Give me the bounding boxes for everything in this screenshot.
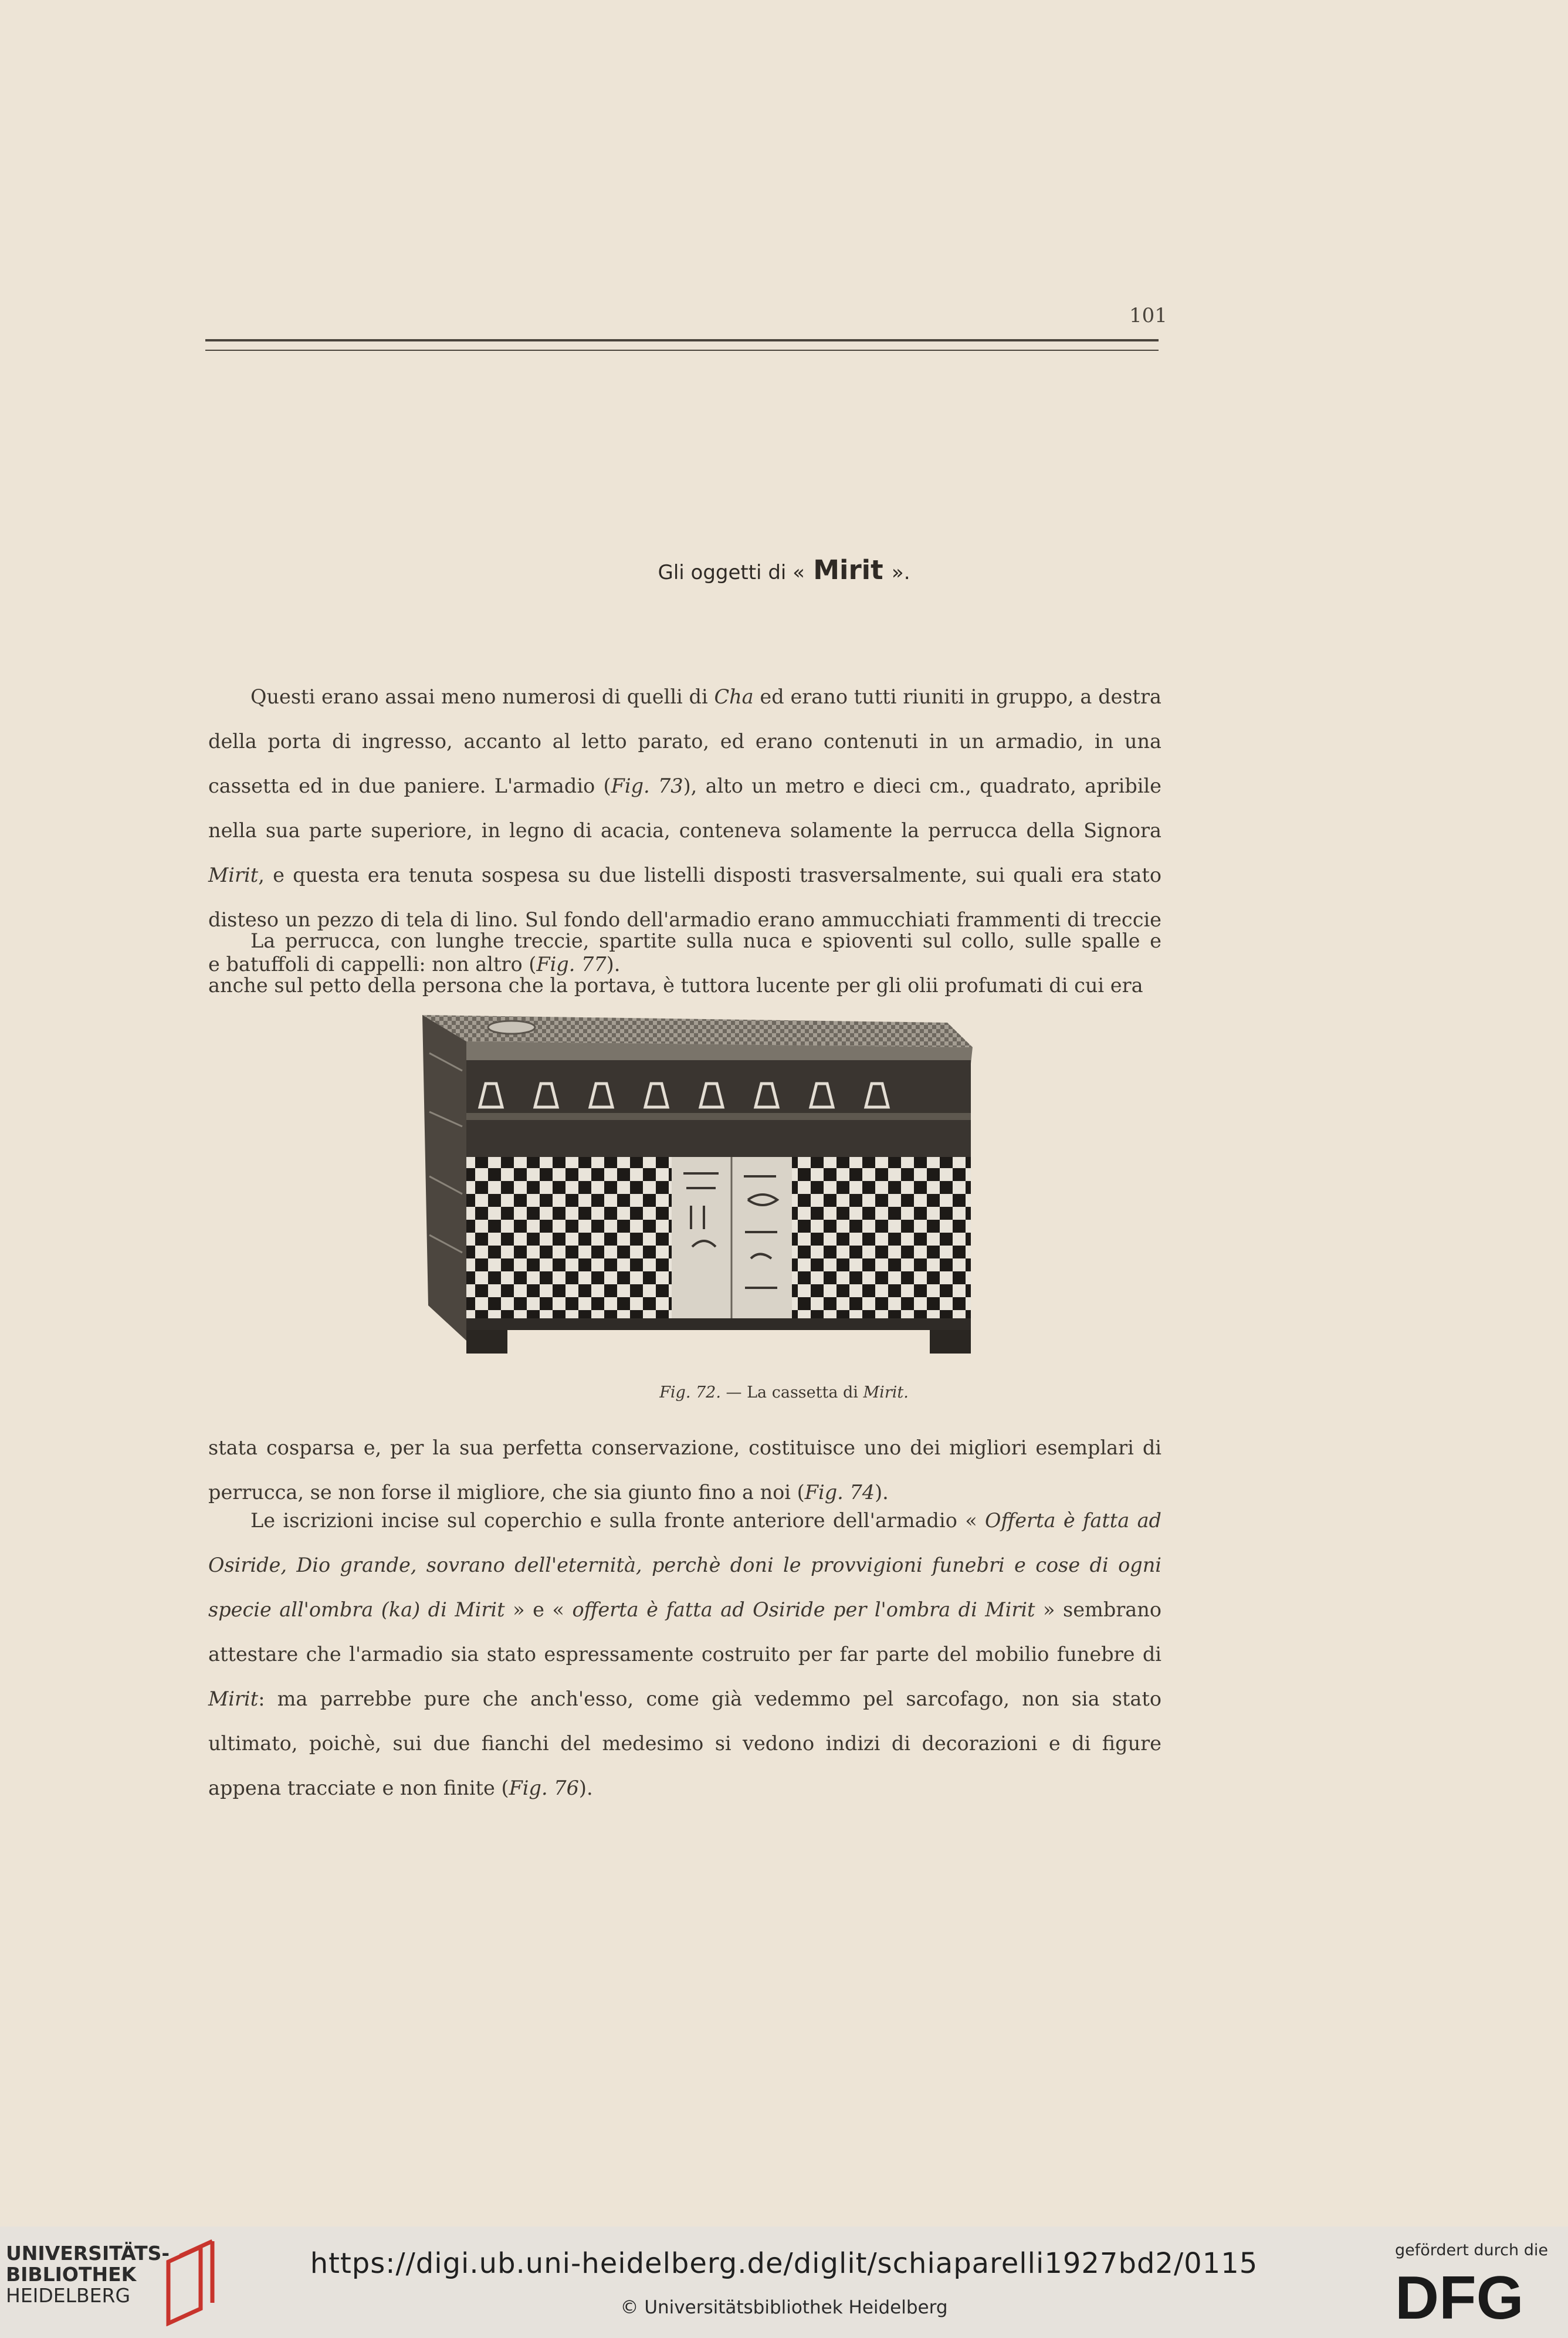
dfg-logo[interactable] bbox=[1395, 2271, 1547, 2323]
paragraph-1: Questi erano assai meno numerosi di quelli di Cha ed erano tutti riuniti in gruppo, a destra della porta di ingresso, accanto al letto parato, ed erano contenuti in un armadio, in una cassetta ed in due paniere. L'armadio (Fig. 73), alto un metro e dieci cm., quadrato, apribile nella sua parte superiore, in legno di acacia, conteneva solamente la perrucca della Signora Mirit, e questa era tenuta sospesa su due listelli disposti trasversalmente, sui quali era stato disteso un pezzo di tela di lino. Sul fondo dell'armadio erano ammucchiati frammenti di treccie e batuffoli di cappelli: non altro (Fig. 77). bbox=[208, 685, 1162, 976]
dfg-logo-text: DFG bbox=[1395, 2271, 1524, 2323]
section-title: Gli oggetti di « Mirit ». bbox=[658, 554, 910, 586]
figure-caption: Fig. 72. — La cassetta di Mirit. bbox=[659, 1383, 909, 1402]
paragraph-3: stata cosparsa e, per la sua perfetta conservazione, costituisce uno dei migliori esemplari di perrucca, se non forse il migliore, che sia giunto fino a noi (Fig. 74). bbox=[208, 1436, 1161, 1504]
chest-photo bbox=[411, 1000, 974, 1358]
chest-checker-left bbox=[466, 1157, 672, 1318]
chest-side bbox=[422, 1015, 466, 1341]
header-rule-thick bbox=[205, 339, 1159, 341]
permalink-url[interactable]: https://digi.ub.uni-heidelberg.de/diglit/schiaparelli1927bd2/0115 bbox=[310, 2247, 1258, 2280]
paragraph-2: La perrucca, con lunghe treccie, spartite sulla nuca e spioventi sul collo, sulle spalle e anche sul petto della persona che la portava, è tuttora lucente per gli olii profumati di cui era bbox=[208, 929, 1161, 997]
sponsor-label: gefördert durch die bbox=[1395, 2241, 1548, 2259]
viewer-footer bbox=[0, 2227, 1568, 2338]
paragraph-4: Le iscrizioni incise sul coperchio e sulla fronte anteriore dell'armadio « Offerta è fatta ad Osiride, Dio grande, sovrano dell'eternità, perchè doni le provvigioni funebri e cose di ogni specie all'ombra (ka) di Mirit » e « offerta è fatta ad Osiride per l'ombra di Mirit » sembrano attestare che l'armadio sia stato espressamente costruito per far parte del mobilio funebre di Mirit: ma parrebbe pure che anch'esso, come già vedemmo pel sarcofago, non sia stato ultimato, poichè, sui due fianchi del medesimo si vedono indizi di decorazioni e di figure appena tracciate e non finite (Fig. 76). bbox=[208, 1509, 1161, 1799]
chest-checker-right bbox=[792, 1157, 971, 1318]
university-library-logo[interactable]: UNIVERSITÄTS- BIBLIOTHEK HEIDELBERG bbox=[6, 2238, 252, 2326]
copyright-notice: © Universitätsbibliothek Heidelberg bbox=[620, 2297, 948, 2318]
page-number: 101 bbox=[1129, 304, 1167, 327]
header-rule-thin bbox=[205, 350, 1159, 351]
